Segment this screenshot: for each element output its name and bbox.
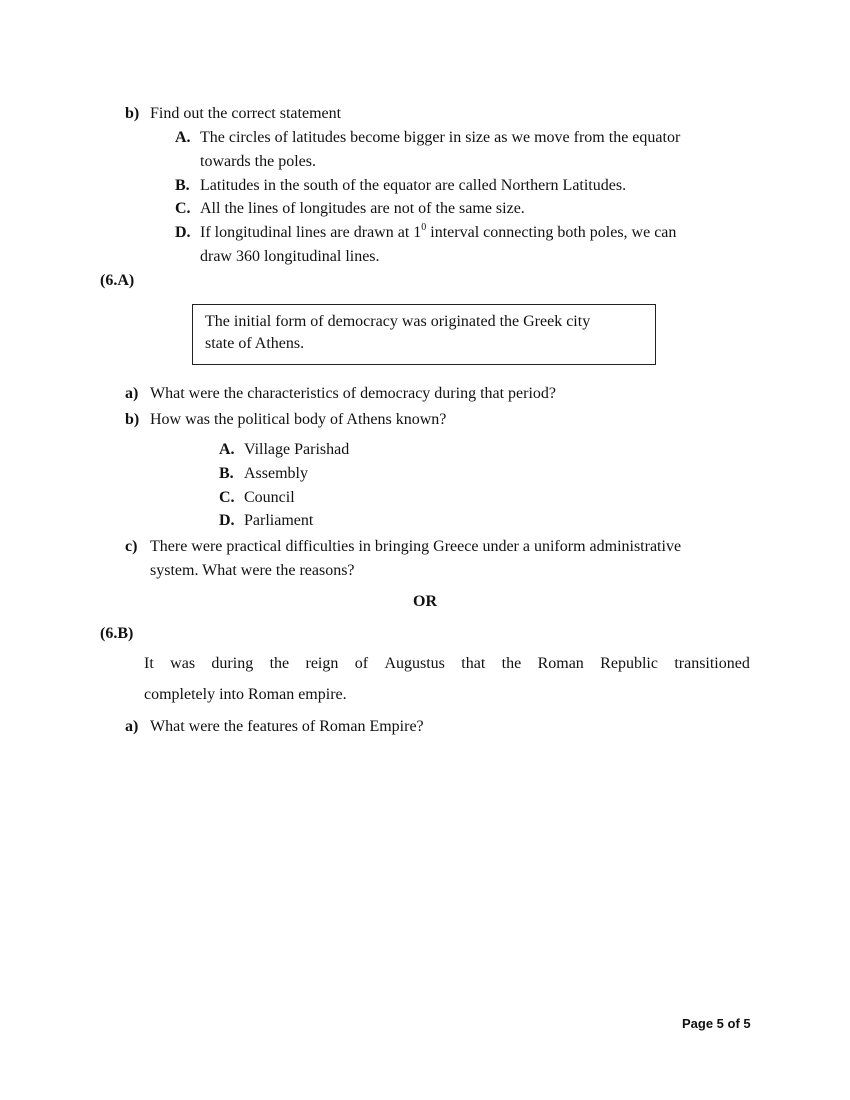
passage-word: transitioned xyxy=(674,655,750,672)
question-label-6a-a: a) xyxy=(125,385,139,402)
option-text: Assembly xyxy=(244,465,308,482)
passage-word: reign xyxy=(305,655,339,672)
option-text-part: If longitudinal lines are drawn at 1 xyxy=(200,224,422,241)
option-letter: D. xyxy=(219,512,235,529)
question-number-6a: (6.A) xyxy=(100,272,135,289)
passage-word: the xyxy=(269,655,290,672)
option-letter: A. xyxy=(219,441,235,458)
option-letter: C. xyxy=(175,200,191,217)
question-text-5b: Find out the correct statement xyxy=(150,105,342,122)
option-letter: A. xyxy=(175,129,191,146)
passage-line: The initial form of democracy was originated the Greek city xyxy=(205,313,591,330)
passage-word: Roman xyxy=(537,655,584,672)
passage-line: state of Athens. xyxy=(205,335,305,352)
question-label-5b: b) xyxy=(125,105,140,122)
question-label-6b-a: a) xyxy=(125,718,139,735)
option-text: Parliament xyxy=(244,512,314,529)
page-number: Page 5 of 5 xyxy=(682,1016,751,1031)
passage-word: that xyxy=(461,655,486,672)
passage-word: Republic xyxy=(600,655,658,672)
question-text-6a-a: What were the characteristics of democracy during that period? xyxy=(150,385,557,402)
question-number-6b: (6.B) xyxy=(100,625,134,642)
option-letter: B. xyxy=(175,177,190,194)
option-letter: B. xyxy=(219,465,234,482)
passage-word: the xyxy=(501,655,522,672)
option-text: Village Parishad xyxy=(244,441,350,458)
passage-word: of xyxy=(354,655,369,672)
passage-justified-line xyxy=(144,654,750,674)
passage-word: during xyxy=(211,655,254,672)
option-text: All the lines of longitudes are not of the same size. xyxy=(200,200,525,217)
question-label-6a-c: c) xyxy=(125,538,138,555)
or-divider: OR xyxy=(413,593,437,610)
option-text: The circles of latitudes become bigger in size as we move from the equator xyxy=(200,129,681,146)
option-text-continued: towards the poles. xyxy=(200,153,316,170)
option-letter: C. xyxy=(219,489,235,506)
question-text-6a-c: There were practical difficulties in bringing Greece under a uniform administrative xyxy=(150,538,682,555)
question-text-6b-a: What were the features of Roman Empire? xyxy=(150,718,424,735)
option-letter: D. xyxy=(175,224,191,241)
option-text: Latitudes in the south of the equator are called Northern Latitudes. xyxy=(200,177,627,194)
question-text-6a-c-continued: system. What were the reasons? xyxy=(150,562,355,579)
option-text: Council xyxy=(244,489,295,506)
source-passage-box xyxy=(192,304,656,365)
passage-word: was xyxy=(170,655,196,672)
option-text-continued: draw 360 longitudinal lines. xyxy=(200,248,380,265)
question-text-6a-b: How was the political body of Athens known? xyxy=(150,411,447,428)
option-text xyxy=(200,223,676,243)
option-text-part: interval connecting both poles, we can xyxy=(426,224,677,241)
passage-word: Augustus xyxy=(384,655,445,672)
question-label-6a-b: b) xyxy=(125,411,140,428)
degree-superscript: 0 xyxy=(421,222,427,233)
passage-word: It xyxy=(144,655,154,672)
passage-line: completely into Roman empire. xyxy=(144,686,347,703)
